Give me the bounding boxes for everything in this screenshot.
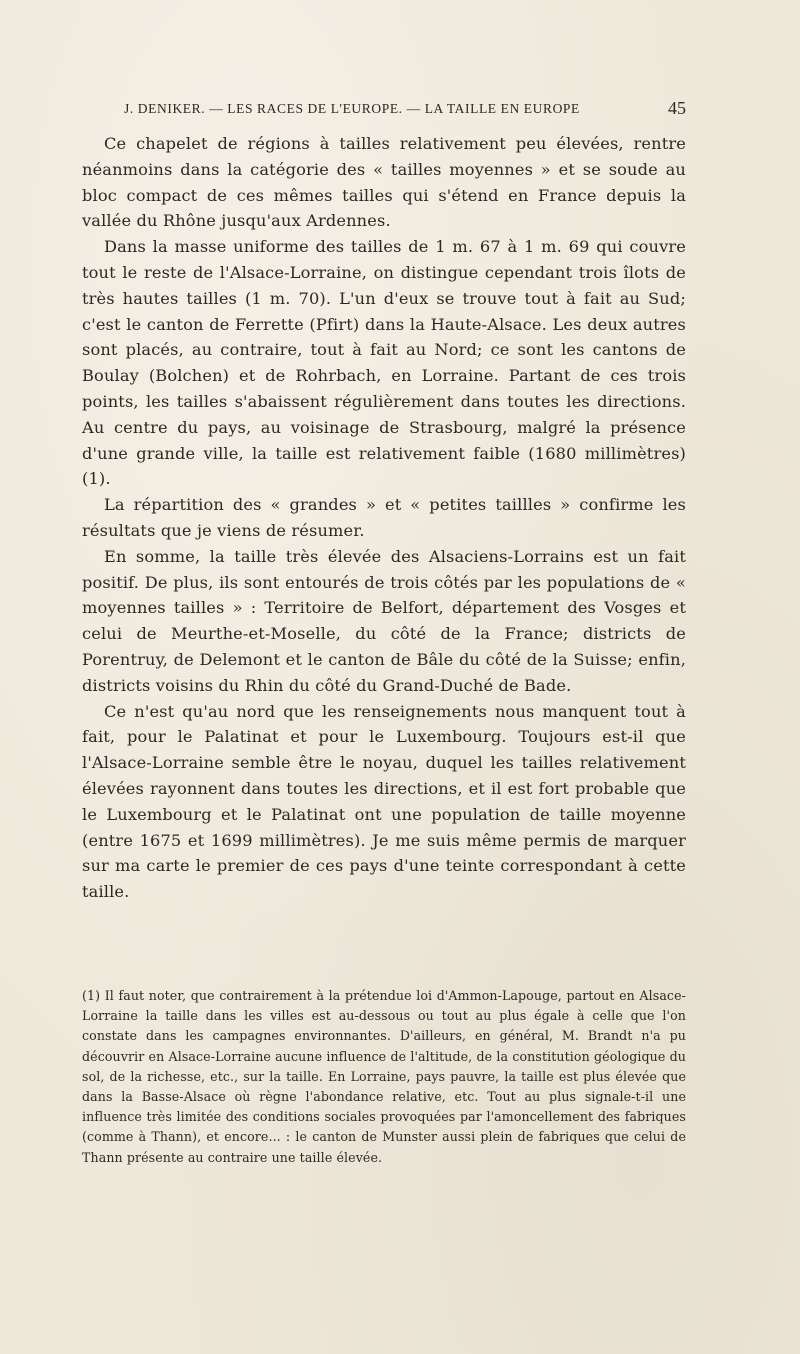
running-head [124,98,686,123]
page-number: 45 [668,98,686,118]
paragraph: Ce chapelet de régions à tailles relativement peu élevées, rentre néanmoins dans la catégorie des « tailles moyennes » et se soude au bloc compact de ces mêmes tailles qui s'étend en France depuis la vallée du Rhône jusqu'aux Ardennes. [82,134,686,231]
footnote: (1) Il faut noter, que contrairement à la prétendue loi d'Ammon-Lapouge, partout en Alsace-Lorraine la taille dans les villes est au-dessous ou tout au plus égale à celle que l'on constate dans les campagnes environnantes. D'ailleurs, en général, M. Brandt n'a pu découvrir en Alsace-Lorraine aucune influence de l'altitude, de la constitution géologique du sol, de la richesse, etc., sur la taille. En Lorraine, pays pauvre, la taille est plus élevée que dans la Basse-Alsace où règne l'abondance relative, etc. Tout au plus signale-t-il une influence très limitée des conditions sociales provoquées par l'amoncellement des fabriques (comme à Thann), et encore... : le canton de Munster aussi plein de fabriques que celui de Thann présente au contraire une taille élevée. [82,988,686,1165]
footnotes [82,986,686,1168]
paragraph: En somme, la taille très élevée des Alsaciens-Lorrains est un fait positif. De plus, ils sont entourés de trois côtés par les populations de « moyennes tailles » : Territoire de Belfort, département des Vosges et celui de Meurthe-et-Moselle, du côté de la France; districts de Porentruy, de Delemont et le canton de Bâle du côté de la Suisse; enfin, districts voisins du Rhin du côté du Grand-Duché de Bade. [82,546,686,695]
main-text [82,131,686,905]
running-title: J. DENIKER. — LES RACES DE L'EUROPE. — LA TAILLE EN EUROPE [124,101,580,116]
paragraph: La répartition des « grandes » et « petites taillles » confirme les résultats que je viens de résumer. [82,495,686,540]
paragraph: Dans la masse uniforme des tailles de 1 m. 67 à 1 m. 69 qui couvre tout le reste de l'Alsace-Lorraine, on distingue cependant trois îlots de très hautes tailles (1 m. 70). L'un d'eux se trouve tout à fait au Sud; c'est le canton de Ferrette (Pfirt) dans la Haute-Alsace. Les deux autres sont placés, au contraire, tout à fait au Nord; ce sont les cantons de Boulay (Bolchen) et de Rohrbach, en Lorraine. Partant de ces trois points, les tailles s'abaissent régulièrement dans toutes les directions. Au centre du pays, au voisinage de Strasbourg, malgré la présence d'une grande ville, la taille est relativement faible (1680 millimètres) (1). [82,237,686,489]
paragraph: Ce n'est qu'au nord que les renseignements nous manquent tout à fait, pour le Palatinat et pour le Luxembourg. Toujours est-il que l'Alsace-Lorraine semble être le noyau, duquel les tailles relativement élevées rayonnent dans toutes les directions, et il est fort probable que le Luxembourg et le Palatinat ont une population de taille moyenne (entre 1675 et 1699 millimètres). Je me suis même permis de marquer sur ma carte le premier de ces pays d'une teinte correspondant à cette taille. [82,701,686,902]
